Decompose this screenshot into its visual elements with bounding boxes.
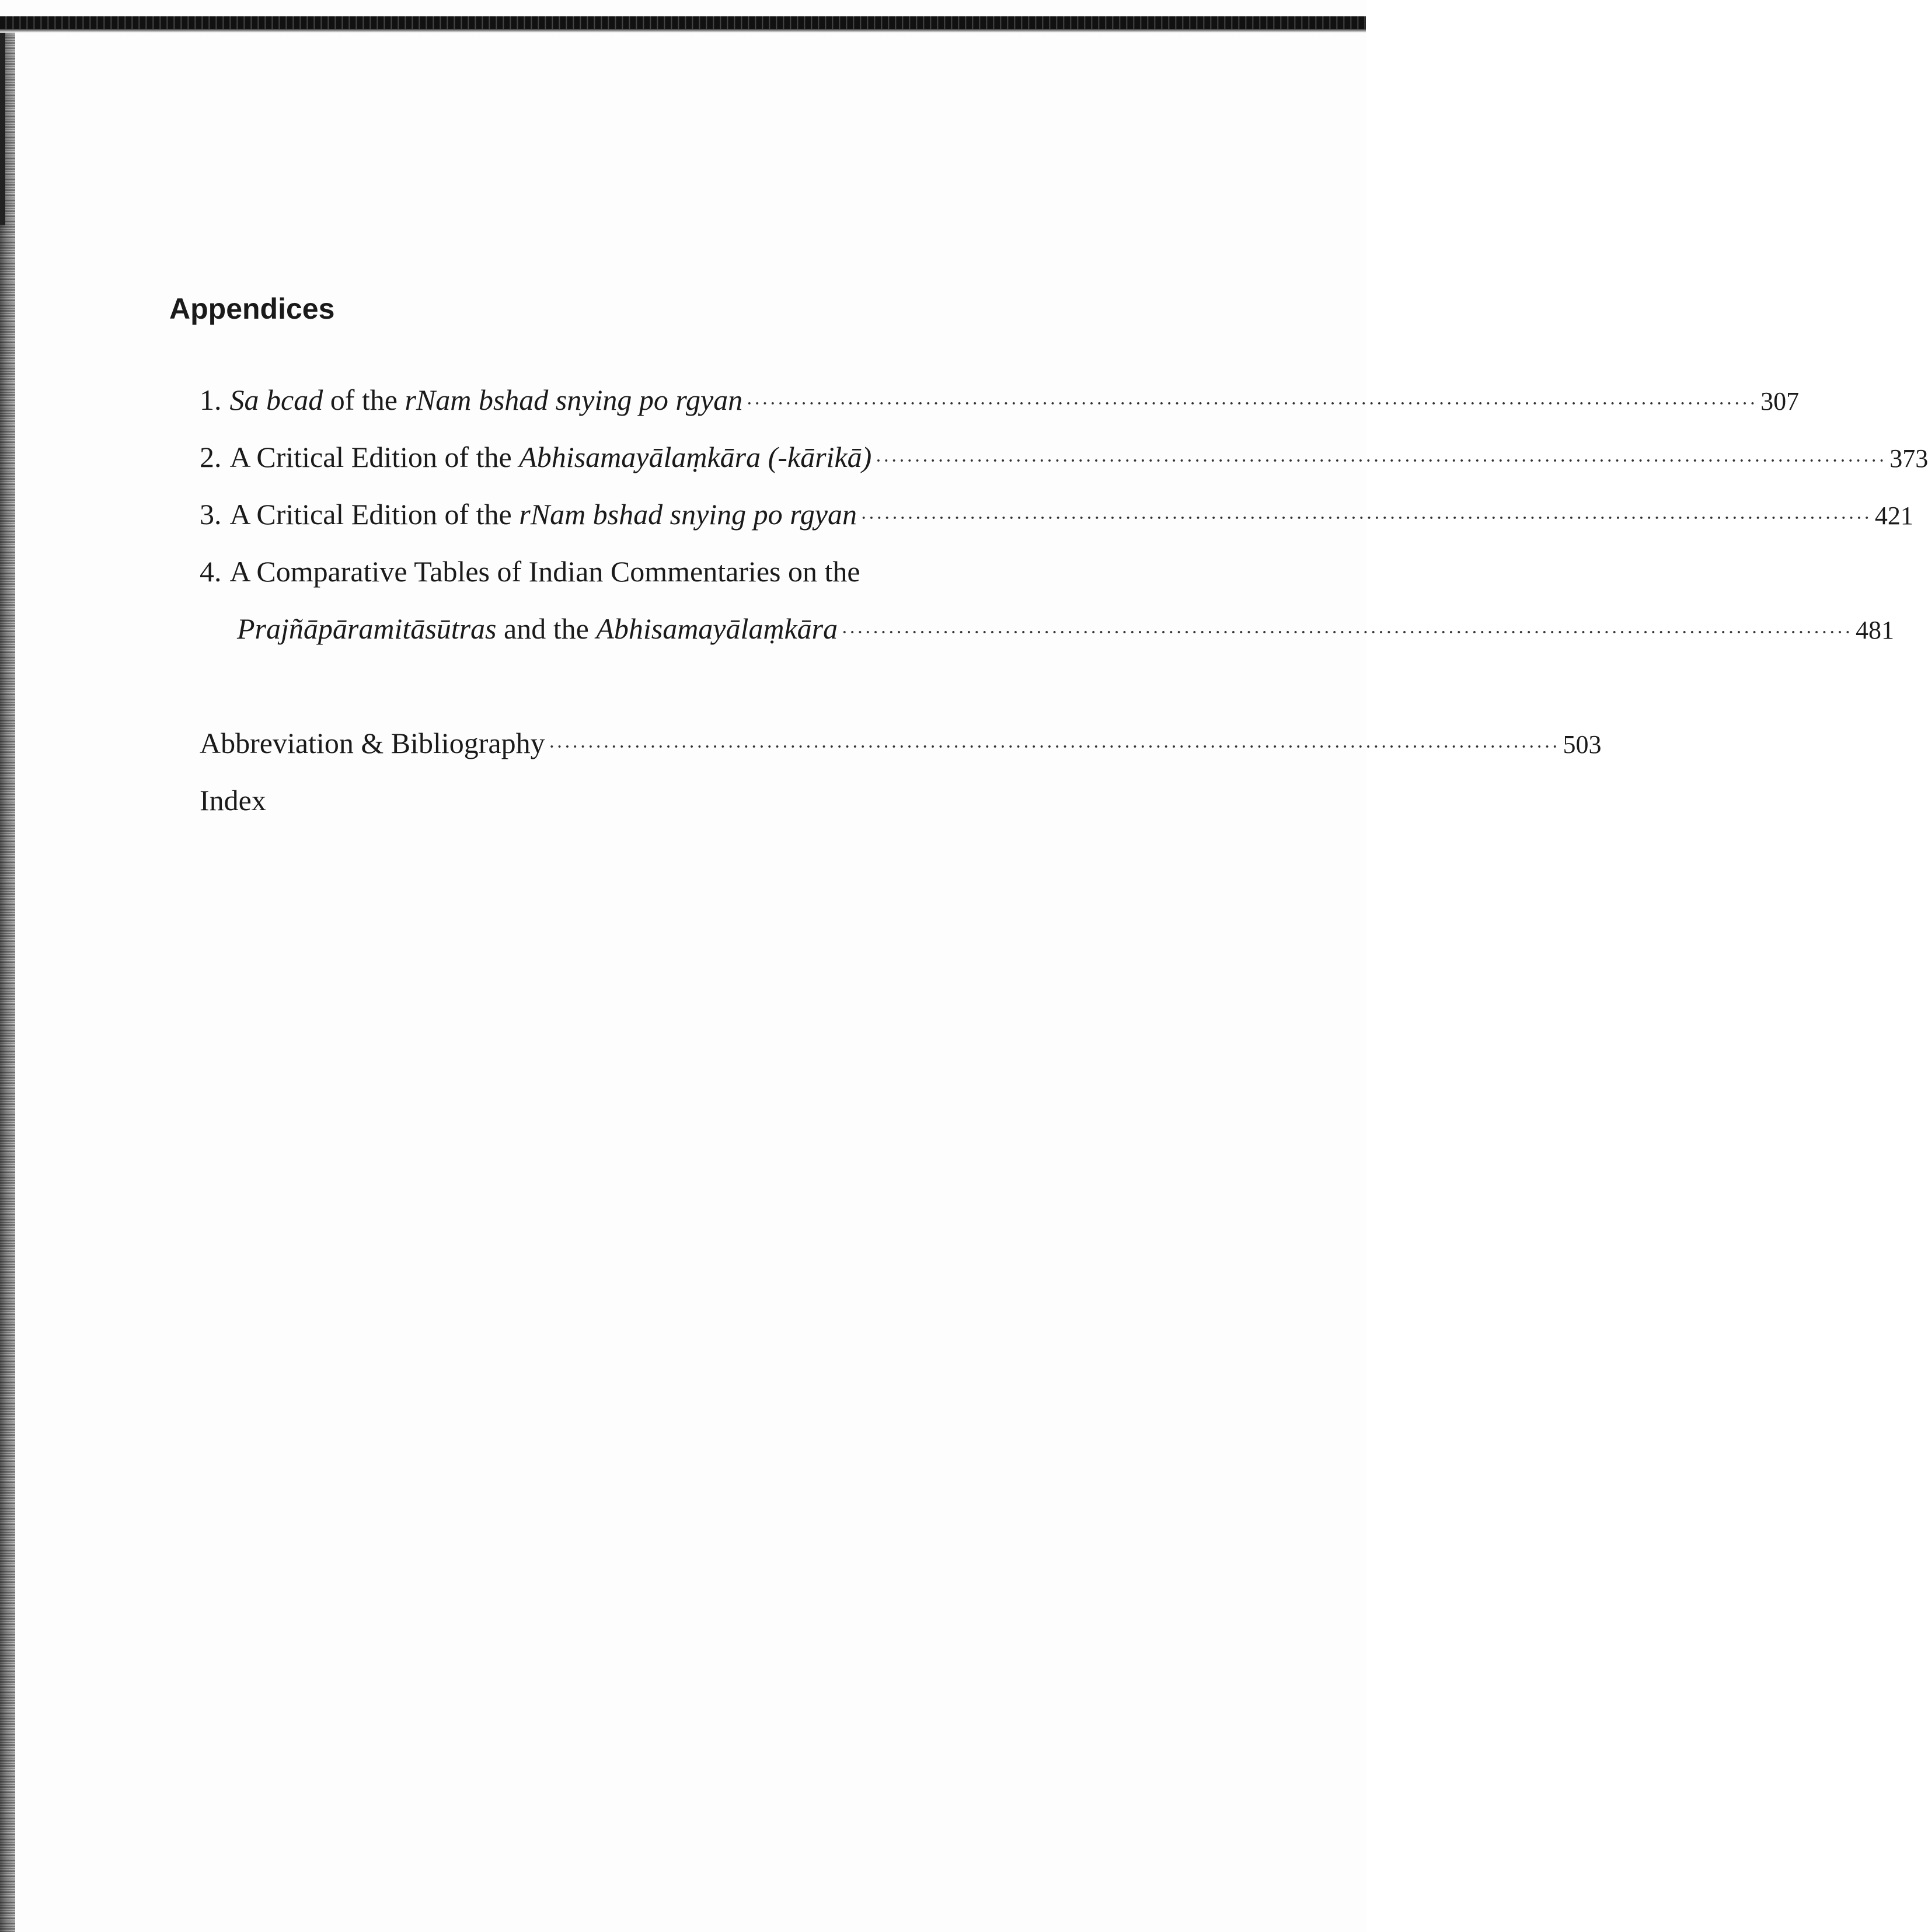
- section-heading: Appendices: [169, 292, 335, 325]
- title-italic: rNam bshad snying po rgyan: [405, 383, 743, 416]
- title-italic: Abhisamayālaṃkāra: [596, 612, 838, 645]
- toc-entry-title-line1: A Comparative Tables of Indian Commentaries on the: [229, 555, 860, 588]
- scan-top-edge: [0, 16, 1366, 29]
- leader-dots: ··································································································································: [860, 507, 1871, 529]
- leader-dots: ··································································································································: [875, 450, 1887, 472]
- toc-entry-4: [200, 557, 860, 586]
- toc-entry-2: [200, 441, 1928, 473]
- scan-spine-edge: [0, 33, 15, 1932]
- title-italic: Sa bcad: [229, 383, 323, 416]
- toc-entry-title: Abbreviation & Bibliography: [200, 727, 545, 759]
- toc-entry-number: 3.: [200, 498, 222, 531]
- toc-entry-number: 1.: [200, 383, 222, 416]
- leader-dots: ··································································································································: [746, 393, 1758, 414]
- title-plain: A Critical Edition of the: [229, 441, 520, 473]
- title-plain: A Critical Edition of the: [229, 498, 520, 531]
- toc-entry-1: [200, 383, 1800, 416]
- toc-entry-title-line2: [237, 614, 838, 643]
- toc-entry-page: 503: [1563, 730, 1602, 759]
- leader-dots: ··································································································································: [548, 736, 1560, 758]
- leader-dots: ··································································································································: [841, 622, 1853, 643]
- title-italic: Abhisamayālaṃkāra (-kārikā): [519, 441, 872, 473]
- toc-entry-page: 421: [1874, 501, 1913, 530]
- toc-entry-title: [230, 442, 872, 472]
- scan-spine-dark: [0, 33, 5, 225]
- toc-entry-3: [200, 498, 1913, 531]
- toc-entry-bibliography: [200, 727, 1602, 759]
- toc-entry-page: 481: [1856, 616, 1895, 644]
- toc-entry-title: [230, 385, 743, 414]
- toc-entry-index: [200, 786, 266, 815]
- toc-entry-number: 4.: [200, 555, 222, 588]
- toc-entry-title: [230, 500, 857, 529]
- title-plain: and the: [496, 612, 597, 645]
- toc-entry-page: 373: [1889, 444, 1928, 473]
- scan-top-shadow: [0, 29, 1366, 33]
- toc-entry-title: Index: [200, 784, 266, 817]
- title-plain: of the: [323, 383, 405, 416]
- title-italic: Prajñāpāramitāsūtras: [237, 612, 497, 645]
- toc-entry-page: 307: [1760, 387, 1800, 416]
- toc-entry-number: 2.: [200, 441, 222, 473]
- toc-entry-4-continuation: [237, 612, 1895, 645]
- title-italic: rNam bshad snying po rgyan: [519, 498, 857, 531]
